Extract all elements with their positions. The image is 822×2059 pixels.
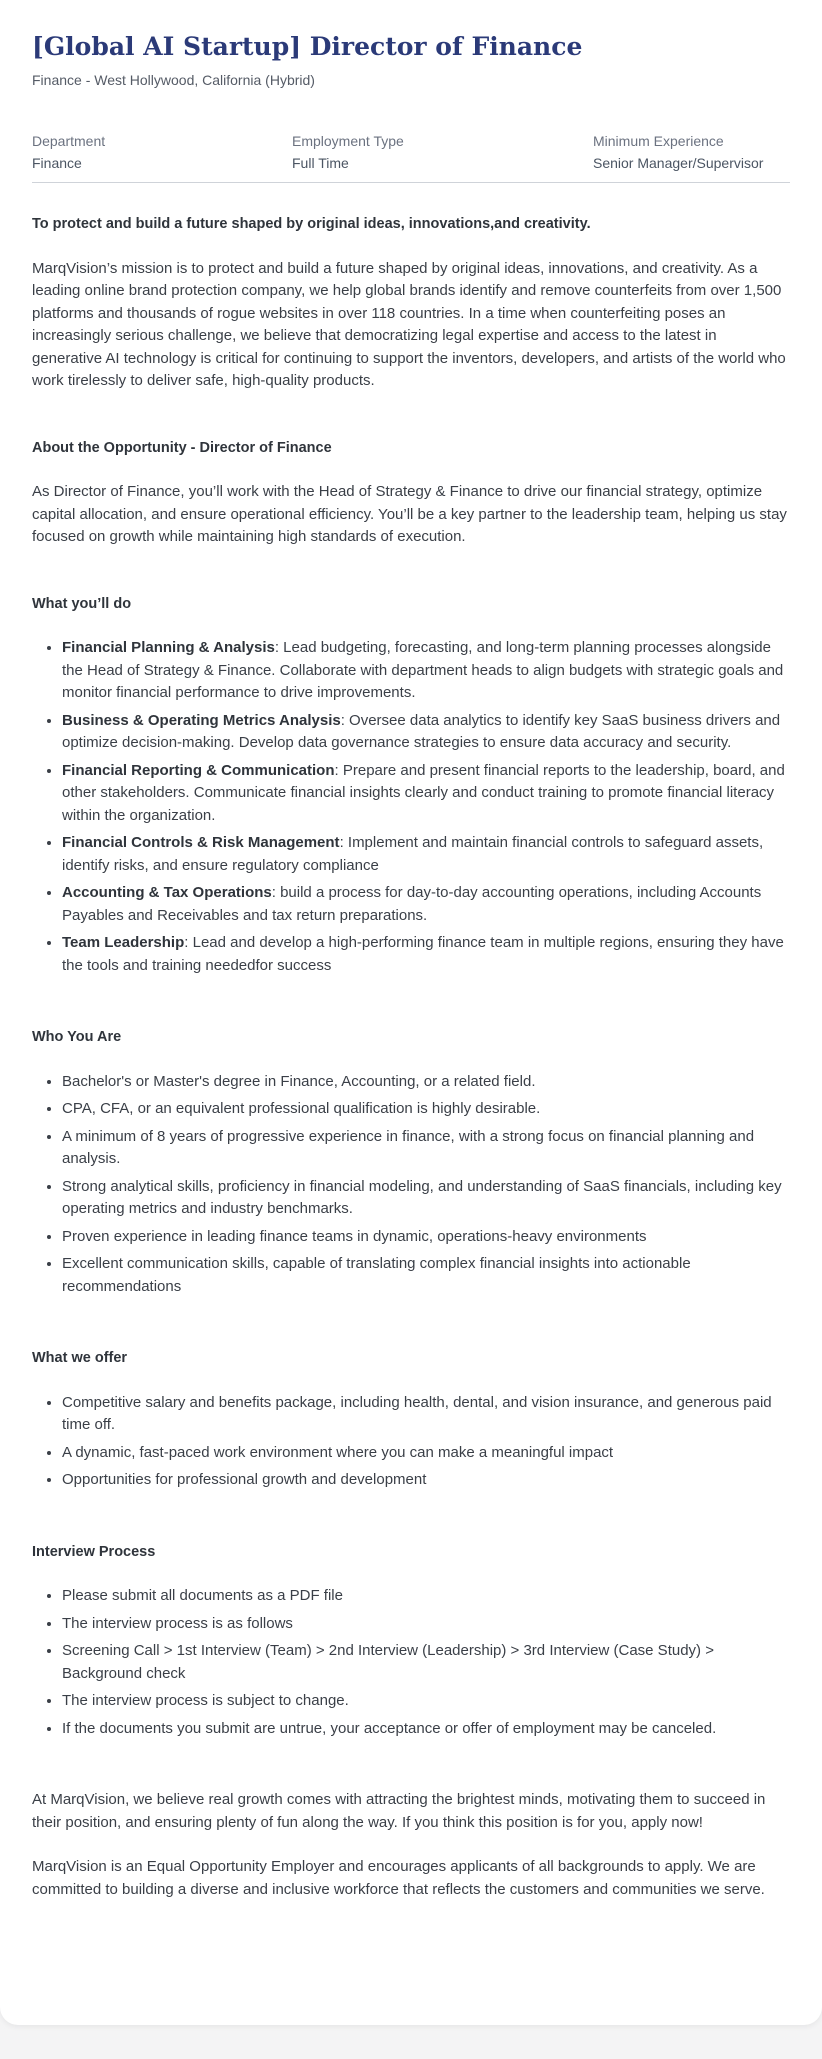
list-item-title: Financial Reporting & Communication [62,761,335,779]
section-heading-who-you-are: Who You Are [32,1029,122,1045]
section-heading-what-youll-do: What you’ll do [32,595,132,612]
meta-label: Minimum Experience [593,133,724,149]
list-item: • A minimum of 8 years of progressive experience in finance, with a strong focus on financial planning and analysis. [62,1126,790,1171]
list-item [62,760,790,828]
job-title: [Global AI Startup] Director of Finance [32,32,583,61]
eeo-paragraph: MarqVision is an Equal Opportunity Employer and encourages applicants of all backgrounds to apply. We are committed to building a diverse and inclusive workforce that reflects the customers and communities we serve. [32,1858,765,1898]
list-item-text: : Prepare and present financial reports to the leadership, board, and other stakeholders. Communicate financial insights clearly and conduct training to promote financial literacy within the organization. [62,761,785,824]
meta-value: Full Time [292,155,349,171]
mission-paragraph: MarqVision’s mission is to protect and build a future shaped by original ideas, innovations, and creativity. As a leading online brand protection company, we help global brands identify and remove counterfeits from over 1,500 platforms and thousands of rogue websites in over 118 countries. In a time when counterfeiting poses an increasingly serious challenge, we believe that democratizing legal expertise and access to the latest in generative AI technology is critical for continuing to support the inventors, developers, and artists of the world who work tirelessly to deliver safe, high-quality products. [32,259,786,389]
list-item: • Excellent communication skills, capable of translating complex financial insights into actionable recommendations [62,1253,790,1298]
tagline: To protect and build a future shaped by original ideas, innovations,and creativity. [32,216,591,232]
list-item-title: Business & Operating Metrics Analysis [62,711,341,729]
section-heading-what-we-offer: What we offer [32,1350,128,1366]
list-item [62,832,790,877]
benefits-list [32,1392,790,1492]
list-item-text: : Oversee data analytics to identify key SaaS business drivers and optimize decision-making. Develop data governance strategies to ensure data accuracy and security. [62,711,781,751]
list-item-text: : Lead and develop a high-performing finance team in multiple regions, ensuring they have the tools and training neededfor success [62,934,784,974]
list-item-text: : Lead budgeting, forecasting, and long-term planning processes alongside the Head of Strategy & Finance. Collaborate with department heads to align budgets with strategic goals and monitor financial performance to drive improvements. [62,639,784,701]
list-item: • Please submit all documents as a PDF file [62,1585,790,1608]
list-item: • Bachelor's or Master's degree in Finance, Accounting, or a related field. [62,1071,790,1094]
list-item: • Competitive salary and benefits package, including health, dental, and vision insurance, and generous paid time off. [62,1392,790,1437]
list-item-title: Accounting & Tax Operations [62,884,272,901]
list-item-title: Financial Planning & Analysis [62,639,275,656]
list-item: • The interview process is as follows [62,1613,790,1636]
list-item-title: Team Leadership [62,934,185,951]
list-item-text: : build a process for day-to-day accounting operations, including Accounts Payables and Receivables and tax return preparations. [62,884,762,924]
list-item [62,710,790,755]
list-item: • A dynamic, fast-paced work environment where you can make a meaningful impact [62,1442,790,1465]
list-item: • Opportunities for professional growth and development [62,1469,790,1492]
list-item: • Screening Call > 1st Interview (Team) > 2nd Interview (Leadership) > 3rd Interview (Case Study) > Background check [62,1640,790,1685]
list-item-text: : Implement and maintain financial controls to safeguard assets, identify risks, and ensure regulatory compliance [62,834,764,874]
job-meta [32,130,790,183]
section-heading-interview-process: Interview Process [32,1543,156,1560]
meta-employment-type [292,130,404,174]
meta-department [32,130,105,174]
list-item: • Proven experience in leading finance teams in dynamic, operations-heavy environments [62,1226,790,1249]
responsibilities-list [32,637,790,977]
meta-minimum-experience [593,130,763,174]
list-item [62,882,790,927]
job-location: Finance - West Hollywood, California (Hybrid) [32,72,315,88]
section-heading-opportunity: About the Opportunity - Director of Finance [32,439,332,456]
list-item: • Strong analytical skills, proficiency in financial modeling, and understanding of SaaS financials, including key operating metrics and industry benchmarks. [62,1176,790,1221]
list-item: • The interview process is subject to change. [62,1690,790,1713]
closing-paragraph: At MarqVision, we believe real growth comes with attracting the brightest minds, motivating them to succeed in their position, and ensuring plenty of fun along the way. If you think this position is for you, apply now! [32,1791,766,1831]
meta-label: Employment Type [292,133,404,149]
list-item: • If the documents you submit are untrue, your acceptance or offer of employment may be canceled. [62,1718,790,1741]
list-item: • CPA, CFA, or an equivalent professional qualification is highly desirable. [62,1098,790,1121]
meta-value: Senior Manager/Supervisor [593,155,764,171]
list-item [62,637,790,705]
qualifications-list [32,1071,790,1299]
list-item-title: Financial Controls & Risk Management [62,834,340,851]
meta-value: Finance [32,155,82,171]
job-description [32,183,790,1901]
interview-process-list [32,1585,790,1740]
list-item [62,932,790,977]
opportunity-paragraph: As Director of Finance, you’ll work with the Head of Strategy & Finance to drive our financial strategy, optimize capital allocation, and ensure operational efficiency. You’ll be a key partner to the leadership team, helping us stay focused on growth while maintaining high standards of execution. [32,483,787,545]
meta-label: Department [32,133,106,149]
